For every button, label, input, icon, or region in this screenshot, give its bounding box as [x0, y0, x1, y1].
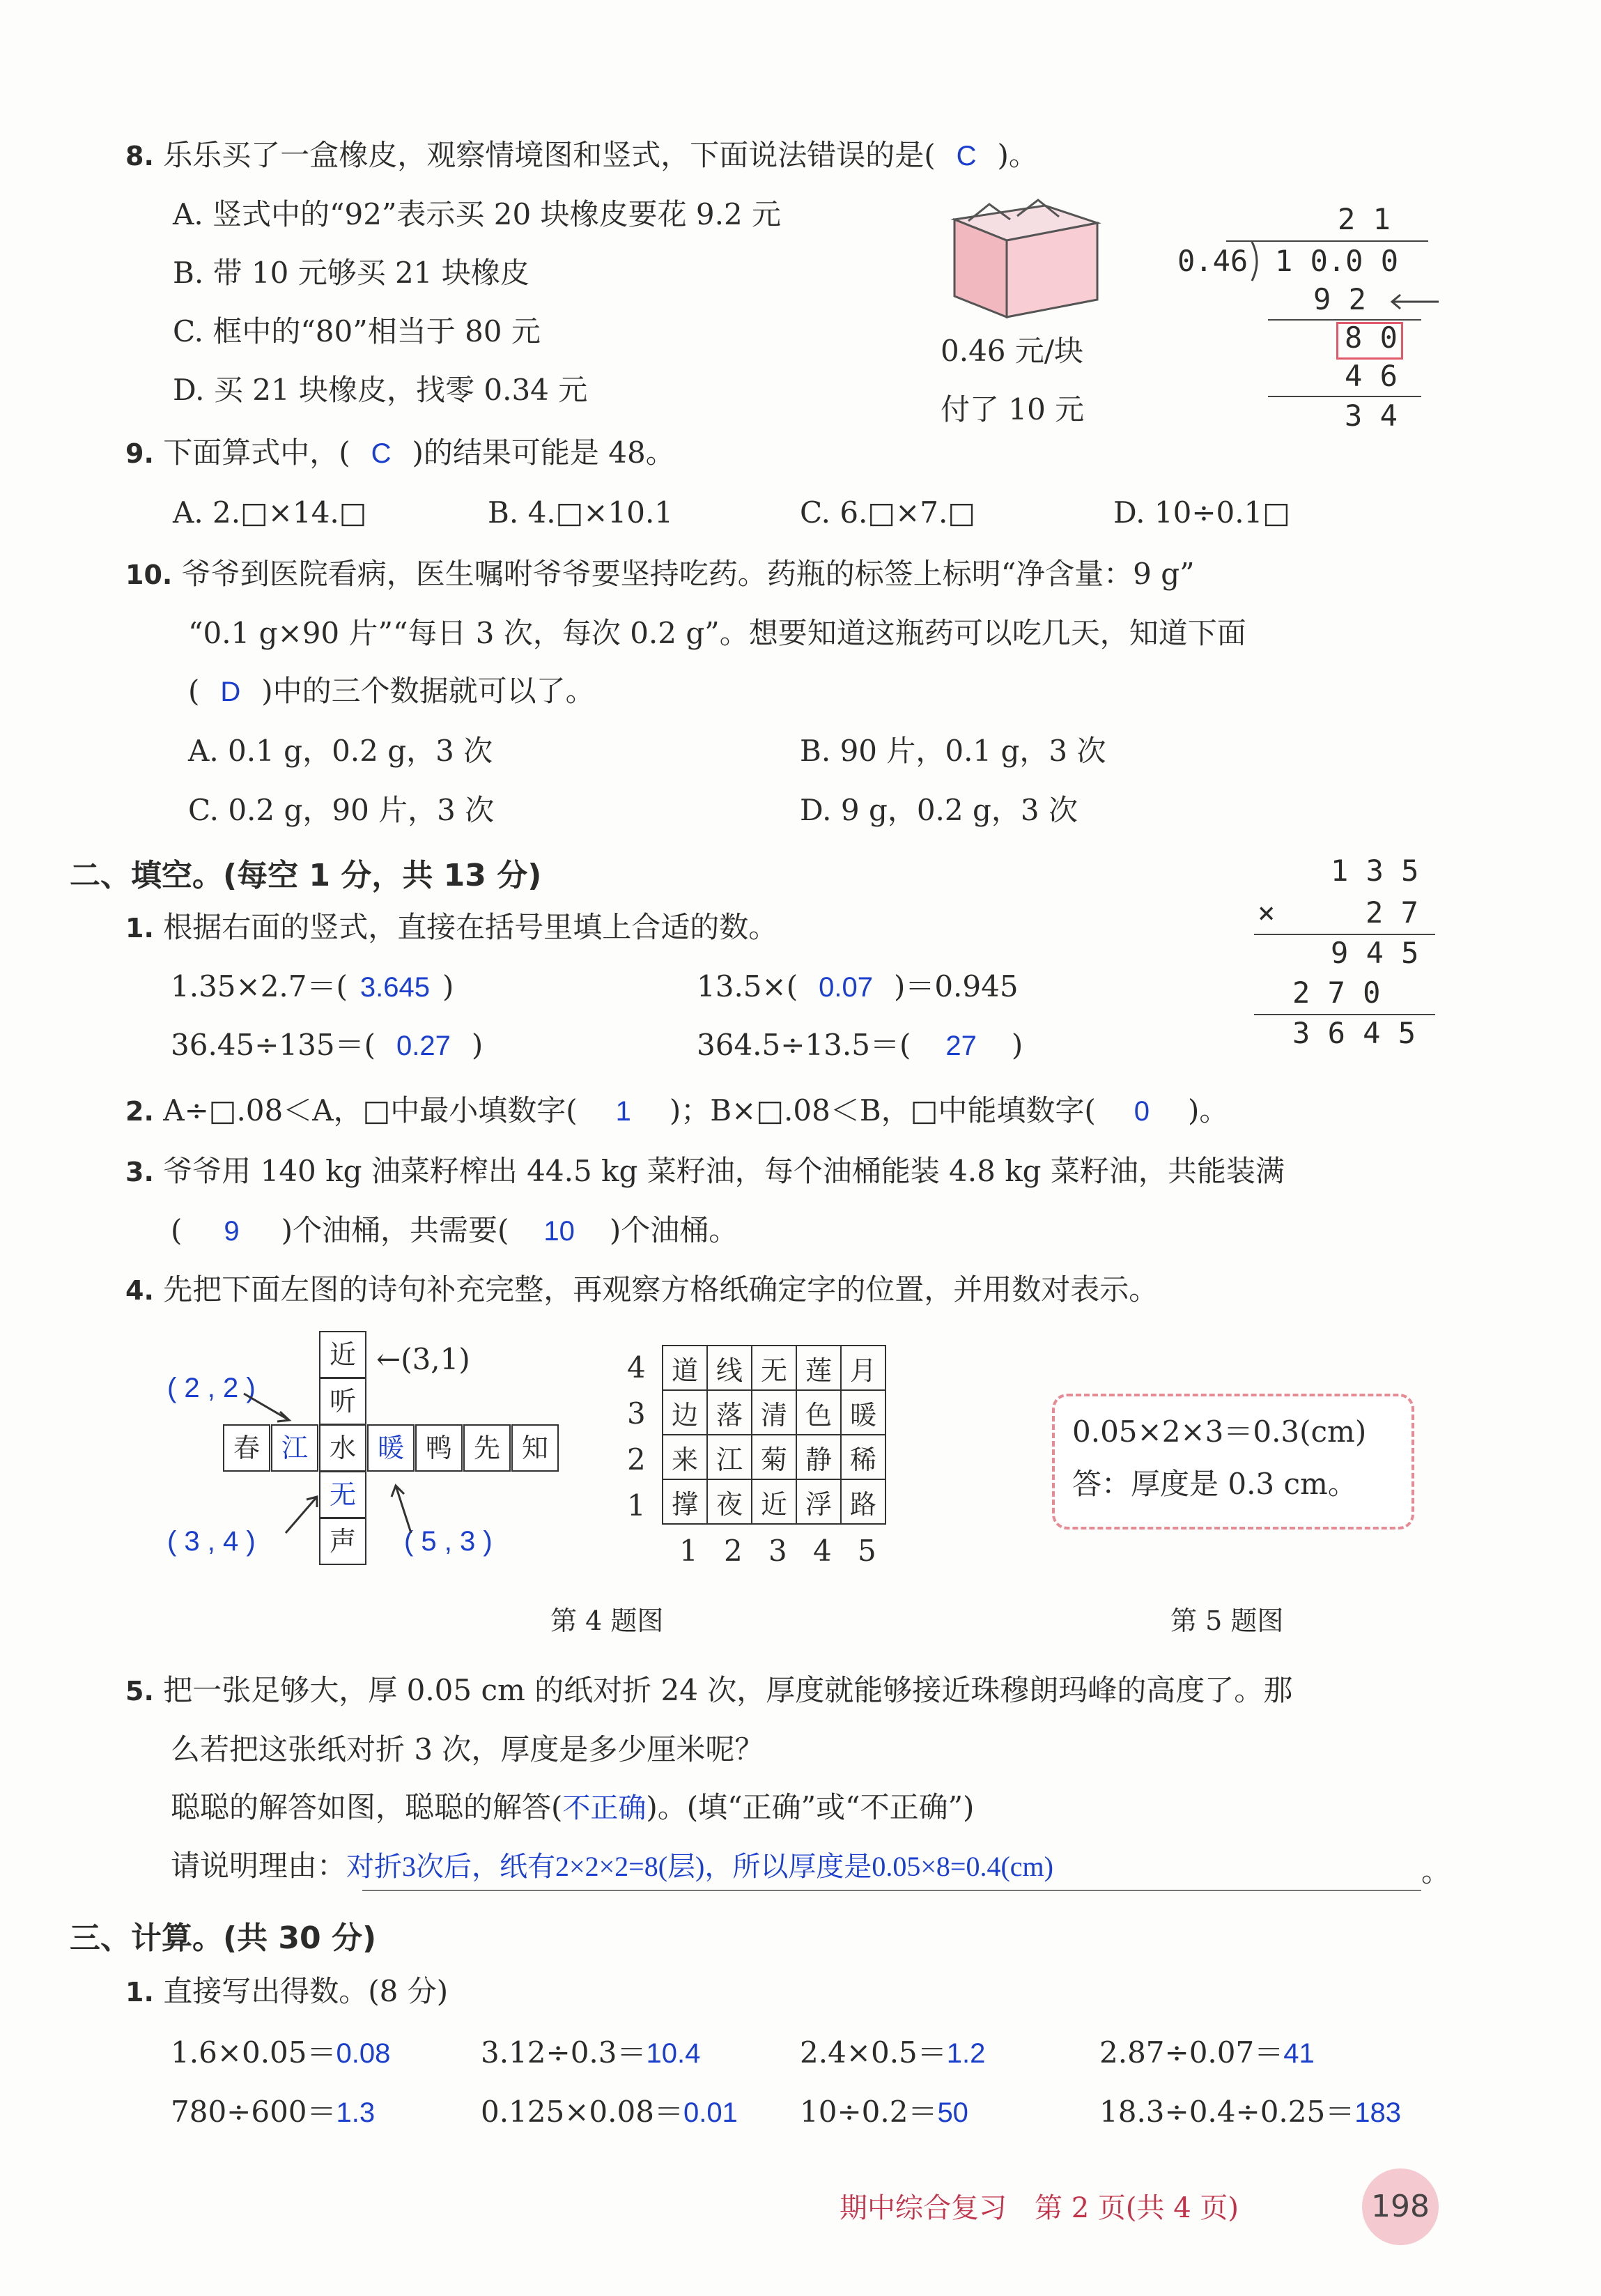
answer-3-4[interactable]: ( 3 , 4 )	[167, 1526, 256, 1557]
footer-label: 期中综合复习 第 2 页(共 4 页)	[840, 2192, 1239, 2224]
arrow-icon	[383, 1477, 425, 1540]
s2q5-reason: 请说明理由：对折3次后，纸有2×2×2=8(层)，所以厚度是0.05×8=0.4(cm)	[171, 1849, 1053, 1883]
q8-option-c: C. 框中的“80”相当于 80 元	[173, 314, 541, 348]
s2q5-line2: 么若把这张纸对折 3 次，厚度是多少厘米呢？	[171, 1732, 764, 1766]
calc-item: 2.4×0.5＝1.2	[800, 2035, 986, 2070]
arrow-icon	[230, 1387, 327, 1435]
division-row-92: 9 2	[1313, 282, 1366, 316]
q9-option-b: B. 4.□×10.1	[488, 495, 674, 530]
q10-option-a: A. 0.1 g，0.2 g，3 次	[188, 734, 493, 768]
paid-label: 付了 10 元	[941, 392, 1085, 426]
answer-2-2[interactable]: ( 2 , 2 )	[167, 1373, 256, 1403]
q10-line3: ( D )中的三个数据就可以了。	[188, 674, 595, 708]
s2q5-line3: 聪聪的解答如图，聪聪的解答(不正确)。(填“正确”或“不正确”)	[171, 1790, 975, 1824]
character-grid: 道 线 无 莲 月 边 落 清 色 暖 来 江 菊 静 稀 撑 夜 近 浮 路	[662, 1345, 886, 1525]
q10-line1: 10. 爷爷到医院看病，医生嘱咐爷爷要坚持吃药。药瓶的标签上标明“净含量：9 g”	[125, 557, 1195, 591]
q10-line2: “0.1 g×90 片”“每日 3 次，每次 0.2 g”。想要知道这瓶药可以吃几天，知道下面	[188, 616, 1246, 650]
price-label: 0.46 元/块	[941, 334, 1084, 368]
q9-option-c: C. 6.□×7.□	[800, 495, 976, 530]
s2q1-a: 1.35×2.7＝( 3.645 )	[171, 969, 454, 1003]
answer-5-3[interactable]: ( 5 , 3 )	[404, 1526, 493, 1557]
q9-stem: 9. 下面算式中，( C )的结果可能是 48。	[125, 436, 675, 470]
caption-figure-5: 第 5 题图	[1170, 1605, 1284, 1636]
q10-option-b: B. 90 片，0.1 g，3 次	[800, 734, 1106, 768]
arrow-icon	[279, 1484, 334, 1540]
s2q3-line2: ( 9 )个油桶，共需要( 10 )个油桶。	[171, 1213, 738, 1247]
q10-option-c: C. 0.2 g，90 片，3 次	[188, 793, 495, 827]
q10-answer[interactable]: D	[220, 677, 241, 707]
division-row-34: 3 4	[1345, 399, 1398, 433]
s2q1-d: 364.5÷13.5＝( 27 )	[697, 1028, 1023, 1062]
s2q3-line1: 3. 爷爷用 140 kg 油菜籽榨出 44.5 kg 菜籽油，每个油桶能装 4.8 kg 菜籽油，共能装满	[125, 1154, 1285, 1188]
s2q5-line1: 5. 把一张足够大，厚 0.05 cm 的纸对折 24 次，厚度就能够接近珠穆朗玛峰的高度了。那	[125, 1673, 1293, 1707]
calc-item: 1.6×0.05＝0.08	[171, 2035, 391, 2070]
s2q2: 2. A÷□.08＜A，□中最小填数字( 1 )；B×□.08＜B，□中能填数字( 0 )。	[125, 1093, 1229, 1127]
section3-title: 三、计算。(共 30 分)	[70, 1920, 377, 1956]
q9-answer[interactable]: C	[371, 438, 392, 469]
label-3-1: ←(3,1)	[376, 1342, 470, 1376]
q8-option-a: A. 竖式中的“92”表示买 20 块橡皮要花 9.2 元	[173, 197, 782, 231]
calc-item: 10÷0.2＝50	[800, 2095, 968, 2129]
division-quotient: 2 1	[1338, 202, 1391, 236]
q8-option-b: B. 带 10 元够买 21 块橡皮	[173, 256, 529, 290]
division-dividend: 1 0.0 0	[1275, 244, 1399, 278]
division-divisor: 0.46	[1177, 244, 1248, 278]
q8-answer[interactable]: C	[956, 141, 977, 171]
calc-item: 2.87÷0.07＝41	[1099, 2035, 1315, 2070]
reason-answer[interactable]: 对折3次后，纸有2×2×2=8(层)，所以厚度是0.05×8=0.4(cm)	[346, 1851, 1053, 1882]
section2-title: 二、填空。(每空 1 分，共 13 分)	[70, 858, 542, 893]
s2q4-stem: 4. 先把下面左图的诗句补充完整，再观察方格纸确定字的位置，并用数对表示。	[125, 1272, 1159, 1307]
q10-option-d: D. 9 g，0.2 g，3 次	[800, 793, 1078, 827]
caption-figure-4: 第 4 题图	[550, 1605, 664, 1636]
division-row-80: 8 0	[1345, 321, 1398, 355]
eraser-box-illustration	[941, 192, 1108, 324]
s2q1-c: 36.45÷135＝( 0.27 )	[171, 1028, 484, 1062]
q9-option-d: D. 10÷0.1□	[1113, 495, 1290, 530]
arrow-left-icon	[1386, 291, 1442, 312]
calc-item: 780÷600＝1.3	[171, 2095, 376, 2129]
division-row-46: 4 6	[1345, 359, 1398, 393]
s3q1-stem: 1. 直接写出得数。(8 分)	[125, 1974, 449, 2008]
q8-stem: 8. 乐乐买了一盒橡皮，观察情境图和竖式，下面说法错误的是( C )。	[125, 138, 1038, 172]
q8-option-d: D. 买 21 块橡皮，找零 0.34 元	[173, 373, 588, 407]
q8-number: 8.	[125, 141, 154, 171]
q9-option-a: A. 2.□×14.□	[173, 495, 367, 530]
s2q1-stem: 1. 根据右面的竖式，直接在括号里填上合适的数。	[125, 910, 778, 944]
calc-item: 0.125×0.08＝0.01	[481, 2095, 738, 2129]
calc-item: 18.3÷0.4÷0.25＝183	[1099, 2095, 1401, 2129]
page-number: 198	[1362, 2168, 1439, 2245]
s2q1-b: 13.5×( 0.07 )＝0.945	[697, 969, 1019, 1003]
calc-item: 3.12÷0.3＝10.4	[481, 2035, 701, 2070]
solution-box: 0.05×2×3＝0.3(cm) 答：厚度是 0.3 cm。	[1052, 1394, 1414, 1530]
